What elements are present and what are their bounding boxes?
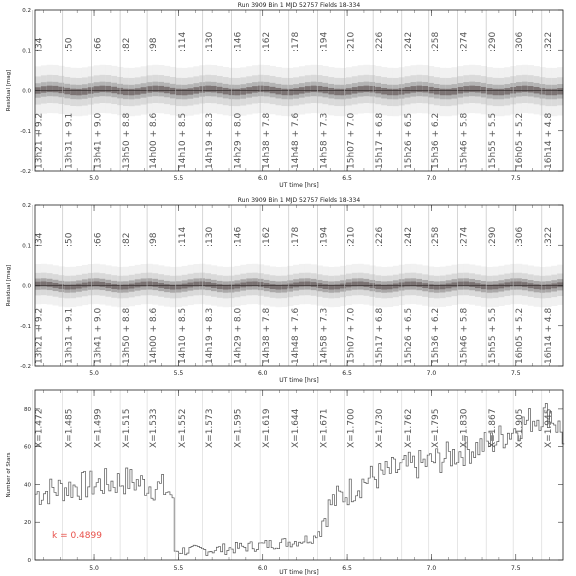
y-axis-label: Residual [mag]: [6, 264, 12, 307]
density-cell: [135, 283, 141, 288]
density-cell: [41, 86, 47, 92]
airmass-label: X=1.515: [122, 408, 133, 448]
star-count-panel: [6, 390, 564, 576]
density-cell: [364, 86, 370, 92]
field-label: :274: [459, 226, 470, 247]
panel-title: Run 3909 Bin 1 MJD 52757 Fields 18-334: [237, 2, 361, 9]
density-cell: [551, 89, 557, 95]
density-cell: [534, 284, 540, 289]
time-label: 14h38 + 7.8: [262, 112, 273, 169]
y-tick-label: 0.0: [22, 88, 31, 95]
time-label: 14h29 + 8.0: [233, 112, 244, 169]
airmass-label: X=1.619: [262, 408, 273, 448]
density-cell: [322, 87, 328, 93]
field-label: :322: [543, 226, 554, 247]
field-label: :210: [346, 31, 357, 52]
airmass-label: X=1.905: [515, 408, 526, 448]
density-cell: [434, 88, 440, 94]
y-tick-label: -0.2: [20, 364, 31, 370]
x-tick-label: 5.0: [89, 565, 99, 572]
field-label: :34: [34, 37, 45, 52]
density-cell: [493, 89, 499, 95]
density-cell: [469, 282, 475, 287]
time-label: 15h36 + 6.2: [430, 112, 441, 169]
x-tick-label: 6.5: [342, 370, 352, 377]
y-tick-label: 40: [24, 482, 31, 489]
density-cell: [452, 282, 458, 287]
density-cell: [311, 86, 317, 92]
density-cell: [346, 88, 352, 94]
density-cell: [199, 86, 205, 92]
density-cell: [53, 86, 59, 92]
y-tick-label: 20: [24, 520, 31, 527]
airmass-label: X=1.485: [64, 408, 75, 448]
airmass-label: X=1.472: [34, 408, 45, 448]
density-cell: [111, 87, 117, 93]
density-cell: [311, 282, 317, 287]
density-cell: [416, 86, 422, 92]
time-label: 15h36 + 6.2: [430, 307, 441, 364]
airmass-label: X=1.533: [149, 408, 160, 448]
field-label: :258: [430, 226, 441, 247]
field-label: :290: [488, 31, 499, 52]
density-cell: [305, 86, 311, 92]
density-cell: [258, 86, 264, 92]
time-label: 15h46 + 5.8: [459, 307, 470, 364]
density-cell: [58, 87, 64, 93]
time-label: 14h58 + 7.3: [319, 112, 330, 169]
density-cell: [146, 86, 152, 92]
field-label: :146: [233, 226, 244, 247]
airmass-label: X=1.762: [403, 408, 414, 448]
density-cell: [270, 87, 276, 93]
field-label: :98: [149, 232, 160, 247]
airmass-label: X=1.671: [319, 408, 330, 448]
field-label: :114: [177, 226, 188, 247]
density-cell: [158, 86, 164, 92]
time-label: 13h21 + 9.2: [34, 112, 45, 169]
density-cell: [76, 284, 82, 289]
time-label: 13h21 + 9.2: [34, 307, 45, 364]
field-label: :194: [319, 31, 330, 52]
field-label: :242: [403, 226, 414, 247]
density-cell: [100, 282, 106, 287]
density-cell: [469, 86, 475, 92]
x-tick-label: 7.5: [510, 565, 521, 572]
time-label: 13h41 + 9.0: [93, 307, 104, 364]
density-cell: [105, 86, 111, 92]
time-label: 14h00 + 8.6: [149, 112, 160, 169]
airmass-label: X=1.644: [290, 408, 301, 448]
time-label: 14h48 + 7.6: [290, 307, 301, 364]
density-cell: [94, 86, 100, 92]
x-tick-label: 7.5: [510, 175, 521, 182]
time-label: 16h14 + 4.8: [543, 307, 554, 364]
density-cell: [422, 86, 428, 92]
density-cell: [387, 89, 393, 95]
field-label: :50: [64, 37, 75, 52]
density-cell: [446, 89, 452, 95]
y-tick-label: -0.1: [20, 323, 31, 330]
density-cell: [393, 89, 399, 95]
residual-panel-bottom: [6, 197, 563, 384]
time-label: 15h26 + 6.5: [403, 112, 414, 169]
field-label: :242: [403, 31, 414, 52]
x-tick-label: 7.0: [426, 370, 437, 377]
density-cell: [281, 89, 287, 95]
density-cell: [47, 282, 53, 287]
field-label: :66: [93, 37, 104, 52]
x-tick-label: 6.0: [257, 565, 268, 572]
density-cell: [64, 88, 70, 94]
field-label: :274: [459, 31, 470, 52]
field-label: :306: [515, 226, 526, 247]
density-cell: [58, 284, 64, 289]
density-cell: [504, 88, 510, 94]
x-tick-label: 5.5: [173, 175, 184, 182]
density-cell: [234, 284, 240, 289]
density-cell: [504, 282, 510, 287]
density-cell: [516, 86, 522, 92]
field-label: :290: [488, 226, 499, 247]
density-cell: [170, 88, 176, 94]
y-tick-label: 80: [24, 406, 31, 413]
time-label: 13h50 + 8.8: [122, 112, 133, 169]
density-cell: [217, 87, 223, 93]
time-label: 14h38 + 7.8: [262, 307, 273, 364]
density-cell: [205, 86, 211, 92]
time-label: 14h58 + 7.3: [319, 307, 330, 364]
airmass-label: X=1.795: [430, 408, 441, 448]
density-cell: [540, 88, 546, 94]
density-cell: [287, 89, 293, 95]
density-cell: [129, 284, 135, 289]
density-cell: [381, 88, 387, 94]
density-cell: [328, 88, 334, 94]
field-label: :66: [93, 232, 104, 247]
airmass-label: X=1.867: [488, 408, 499, 448]
time-label: 14h29 + 8.0: [233, 307, 244, 364]
density-cell: [100, 86, 106, 92]
time-label: 13h31 + 9.1: [64, 112, 75, 169]
y-tick-label: 0.2: [22, 8, 31, 14]
density-cell: [463, 86, 469, 92]
panel-title: Run 3909 Bin 1 MJD 52757 Fields 18-334: [237, 197, 361, 204]
density-cell: [364, 282, 370, 287]
x-tick-label: 6.0: [257, 175, 268, 182]
density-cell: [135, 88, 141, 94]
time-label: 14h00 + 8.6: [149, 307, 160, 364]
density-cell: [498, 89, 504, 95]
density-cell: [70, 89, 76, 95]
time-label: 14h10 + 8.5: [177, 112, 188, 169]
density-cell: [487, 88, 493, 94]
density-cell: [475, 86, 481, 92]
time-label: 15h55 + 5.5: [488, 112, 499, 169]
field-label: :114: [177, 31, 188, 52]
field-label: :162: [262, 31, 273, 52]
density-cell: [111, 284, 117, 289]
airmass-label: X=1.595: [233, 408, 244, 448]
density-cell: [375, 284, 381, 289]
airmass-label: X=1.945: [543, 408, 554, 448]
field-label: :178: [290, 31, 301, 52]
y-tick-label: 60: [24, 444, 31, 451]
x-tick-label: 6.0: [257, 370, 268, 377]
time-label: 16h05 + 5.2: [515, 112, 526, 169]
density-cell: [217, 284, 223, 289]
density-cell: [440, 89, 446, 95]
x-tick-label: 5.5: [173, 565, 184, 572]
density-cell: [287, 284, 293, 289]
field-label: :306: [515, 31, 526, 52]
field-label: :210: [346, 226, 357, 247]
field-label: :178: [290, 226, 301, 247]
x-tick-label: 7.0: [426, 565, 437, 572]
density-cell: [410, 86, 416, 92]
x-axis-label: UT time [hrs]: [279, 182, 319, 189]
y-tick-label: 0.1: [22, 243, 31, 250]
time-label: 15h55 + 5.5: [488, 307, 499, 364]
airmass-label: X=1.700: [346, 408, 357, 448]
density-cell: [358, 86, 364, 92]
density-cell: [240, 88, 246, 94]
density-cell: [446, 284, 452, 289]
y-tick-label: 0.0: [22, 283, 31, 290]
density-cell: [258, 282, 264, 287]
time-label: 13h31 + 9.1: [64, 307, 75, 364]
density-cell: [393, 284, 399, 289]
x-tick-label: 6.5: [342, 175, 352, 182]
field-label: :34: [34, 232, 45, 247]
density-cell: [522, 86, 528, 92]
residual-panel-top: [6, 2, 563, 189]
density-cell: [452, 88, 458, 94]
density-cell: [545, 89, 551, 95]
density-cell: [205, 282, 211, 287]
density-cell: [264, 86, 270, 92]
y-axis-label: Residual [mag]: [6, 69, 12, 112]
field-label: :82: [122, 232, 133, 247]
density-cell: [322, 284, 328, 289]
field-label: :226: [375, 226, 386, 247]
y-tick-label: -0.1: [20, 128, 31, 135]
density-cell: [47, 86, 53, 92]
airmass-label: X=1.830: [459, 408, 470, 448]
time-label: 14h48 + 7.6: [290, 112, 301, 169]
time-label: 15h26 + 6.5: [403, 307, 414, 364]
density-cell: [211, 86, 217, 92]
density-cell: [223, 88, 229, 94]
time-label: 16h05 + 5.2: [515, 307, 526, 364]
density-cell: [522, 282, 528, 287]
density-cell: [528, 86, 534, 92]
field-label: :146: [233, 31, 244, 52]
x-axis-label: UT time [hrs]: [279, 569, 319, 576]
time-label: 13h41 + 9.0: [93, 112, 104, 169]
field-label: :130: [204, 31, 215, 52]
density-cell: [340, 89, 346, 95]
density-cell: [152, 282, 158, 287]
x-tick-label: 5.5: [173, 370, 184, 377]
y-tick-label: 0: [27, 558, 31, 564]
time-label: 13h50 + 8.8: [122, 307, 133, 364]
airmass-label: X=1.552: [177, 408, 188, 448]
field-label: :82: [122, 37, 133, 52]
density-cell: [182, 89, 188, 95]
time-label: 16h14 + 4.8: [543, 112, 554, 169]
density-cell: [252, 86, 258, 92]
time-label: 15h17 + 6.8: [375, 307, 386, 364]
airmass-label: X=1.730: [375, 408, 386, 448]
density-cell: [152, 86, 158, 92]
density-cell: [182, 284, 188, 289]
density-cell: [188, 283, 194, 288]
density-cell: [293, 88, 299, 94]
x-tick-label: 5.0: [89, 175, 99, 182]
density-cell: [123, 89, 129, 95]
time-label: 14h19 + 8.3: [204, 307, 215, 364]
density-cell: [164, 284, 170, 289]
field-label: :130: [204, 226, 215, 247]
x-tick-label: 6.5: [342, 565, 352, 572]
field-label: :50: [64, 232, 75, 247]
x-axis-label: UT time [hrs]: [279, 377, 319, 384]
field-label: :98: [149, 37, 160, 52]
density-cell: [276, 88, 282, 94]
density-cell: [176, 89, 182, 95]
y-axis-label: Number of Stars: [6, 452, 12, 498]
time-label: 14h10 + 8.5: [177, 307, 188, 364]
density-cell: [557, 282, 563, 287]
density-cell: [240, 283, 246, 288]
x-tick-label: 7.5: [510, 370, 521, 377]
airmass-label: X=1.573: [204, 408, 215, 448]
time-label: 15h07 + 7.0: [346, 307, 357, 364]
density-cell: [416, 282, 422, 287]
time-label: 14h19 + 8.3: [204, 112, 215, 169]
density-cell: [270, 284, 276, 289]
density-cell: [76, 89, 82, 95]
density-cell: [334, 89, 340, 95]
x-tick-label: 7.0: [426, 175, 437, 182]
density-cell: [82, 88, 88, 94]
field-label: :322: [543, 31, 554, 52]
density-cell: [293, 282, 299, 287]
field-label: :258: [430, 31, 441, 52]
density-cell: [340, 284, 346, 289]
field-label: :194: [319, 226, 330, 247]
airmass-label: X=1.499: [93, 408, 104, 448]
density-cell: [188, 88, 194, 94]
time-label: 15h17 + 6.8: [375, 112, 386, 169]
density-cell: [234, 89, 240, 95]
density-cell: [557, 88, 563, 94]
density-cell: [346, 282, 352, 287]
field-label: :162: [262, 226, 273, 247]
time-label: 15h46 + 5.8: [459, 112, 470, 169]
x-tick-label: 5.0: [89, 370, 99, 377]
density-cell: [82, 283, 88, 288]
density-cell: [164, 87, 170, 93]
field-label: :226: [375, 31, 386, 52]
k-annotation: k = 0.4899: [52, 531, 102, 541]
density-cell: [129, 89, 135, 95]
y-tick-label: 0.2: [22, 203, 31, 209]
y-tick-label: 0.1: [22, 48, 31, 55]
density-cell: [369, 86, 375, 92]
y-tick-label: -0.2: [20, 169, 31, 175]
time-label: 15h07 + 7.0: [346, 112, 357, 169]
